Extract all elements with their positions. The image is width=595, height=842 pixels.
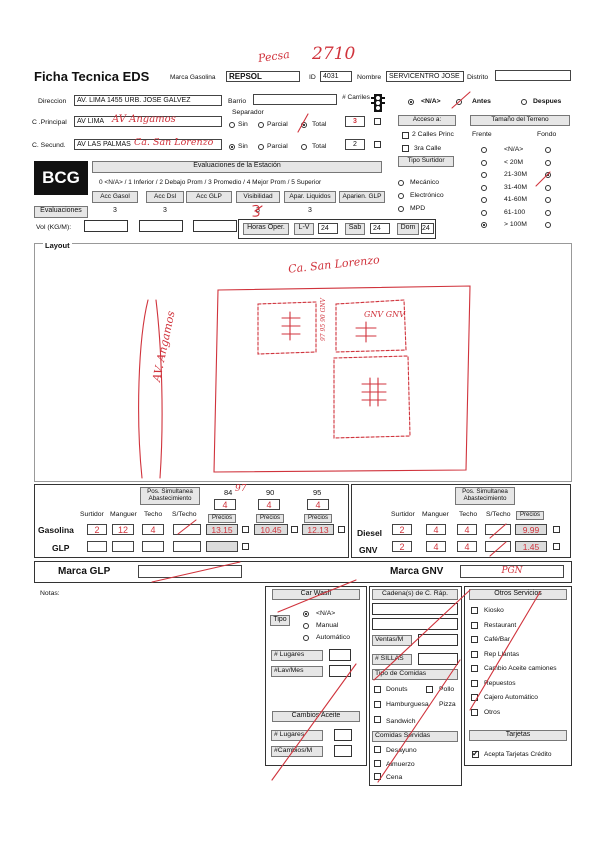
dsl-techo[interactable]: 4 (457, 524, 477, 535)
vol-label: Vol (KG/M): (36, 224, 72, 231)
almuerzo-label: Almuerzo (386, 761, 415, 768)
gas-techo[interactable]: 4 (142, 524, 164, 535)
id-field[interactable]: 4031 (320, 71, 352, 82)
glp-surtidor[interactable] (87, 541, 107, 552)
gnv-precio-checkbox[interactable] (553, 543, 560, 550)
carwash-header: Car Wash (272, 589, 360, 600)
gas-precios-95: Precios (304, 514, 332, 523)
acceso-header: Acceso a: (398, 115, 456, 126)
direccion-label: Direccion (38, 98, 67, 105)
gas-pos-header: Pos. Simultanea Abastecimiento (140, 487, 200, 505)
direccion-field[interactable]: AV. LIMA 1455 URB. JOSE GALVEZ (74, 95, 222, 106)
lv-label: L-V (294, 223, 314, 235)
frente-label: Frente (472, 131, 492, 138)
handwritten-street-left: AV. Angamos (150, 309, 178, 383)
sep2-sin-label: Sin (238, 143, 248, 150)
dsl-hdr-surtidor: Surtidor (391, 511, 415, 518)
dsl-surtidor[interactable]: 2 (392, 524, 412, 535)
glp-manguer[interactable] (112, 541, 134, 552)
fondo-label: Fondo (537, 131, 557, 138)
evaluaciones-scale: 0 <N/A> / 1 Inferior / 2 Debajo Prom / 3 Promedio / 4 Mejor Prom / 5 Superior (99, 179, 322, 186)
otros-checkbox-7[interactable] (471, 709, 478, 716)
fondo-radio-6[interactable] (545, 222, 551, 228)
layout-area (34, 243, 572, 482)
carwash-na-radio[interactable] (303, 611, 309, 617)
nombre-label: Nombre (357, 74, 382, 81)
dom-label: Dom (397, 223, 419, 235)
cambios-mes: #Cambios/M (271, 746, 323, 757)
carwash-tipo: Tipo (270, 615, 290, 626)
terreno-option-label: < 20M (504, 158, 524, 166)
glp-stecho[interactable] (173, 541, 201, 552)
tres-calle-checkbox[interactable] (402, 145, 409, 152)
handwritten-gnv: GNV GNV (364, 310, 405, 319)
frente-radio-0[interactable] (481, 147, 487, 153)
handwritten-code: 2710 (312, 44, 356, 64)
frente-radio-4[interactable] (481, 197, 487, 203)
distrito-field[interactable] (495, 70, 571, 81)
sab-field[interactable]: 24 (370, 223, 390, 234)
eval-value-cell[interactable]: 3 (256, 207, 260, 214)
sillas-field[interactable] (418, 653, 458, 665)
dsl-hdr-techo: Techo (459, 511, 478, 518)
notas-label: Notas: (40, 590, 60, 597)
sab-label: Sab (345, 223, 365, 235)
otros-item-label: Café/Bar (484, 636, 511, 643)
sep2-total-label: Total (312, 143, 327, 150)
carriles-2-checkbox[interactable] (374, 141, 381, 148)
gas-top-95[interactable]: 4 (307, 499, 329, 510)
marca-glp-label: Marca GLP (58, 566, 111, 577)
dsl-hdr-stecho: S/Techo (486, 511, 511, 518)
acceso-despues-radio[interactable] (521, 99, 527, 105)
cambios-mes-field[interactable] (334, 745, 352, 757)
sep1-parcial-label: Parcial (267, 121, 288, 128)
carwash-lavmes-field[interactable] (329, 665, 351, 677)
dos-calles-checkbox[interactable] (402, 132, 409, 139)
terreno-option-label: 21-30M (504, 171, 528, 178)
marca-gasolina-field[interactable]: REPSOL (226, 71, 300, 82)
carwash-manual-radio[interactable] (303, 623, 309, 629)
otros-checkbox-6[interactable] (471, 694, 478, 701)
tipo-surtidor-header: Tipo Surtidor (398, 156, 454, 167)
eval-header-cell: Visibilidad (236, 191, 280, 203)
otros-item-label: Rep Llantas (484, 650, 520, 658)
hamburguesa-label: Hamburguesa (386, 701, 429, 708)
gas-hdr-manguer: Manguer (110, 511, 137, 518)
sep1-parcial-radio[interactable] (258, 122, 264, 128)
otros-item-label: Restaurant (484, 621, 517, 629)
glp-precio-checkbox[interactable] (242, 543, 249, 550)
vol-field-2[interactable] (139, 220, 183, 232)
principal-field[interactable]: AV LIMA (74, 116, 222, 127)
terreno-option-label: <N/A> (504, 146, 524, 153)
mecanico-label: Mecánico (410, 179, 440, 186)
gas-precio-95-checkbox[interactable] (338, 526, 345, 533)
donuts-label: Donuts (386, 686, 408, 693)
fondo-radio-5[interactable] (545, 210, 551, 216)
marca-gnv-label: Marca GNV (390, 566, 444, 577)
gas-top-84[interactable]: 4 (214, 499, 236, 510)
gas-hdr-stecho: S/Techo (172, 511, 197, 518)
otros-checkbox-2[interactable] (471, 636, 478, 643)
distrito-label: Distrito (467, 74, 489, 81)
otros-item-label: Otros (484, 708, 501, 716)
nombre-field[interactable]: SERVICENTRO JOSE (386, 71, 464, 82)
sandwich-checkbox[interactable] (374, 716, 381, 723)
cambios-lugares-field[interactable] (334, 729, 352, 741)
cena-label: Cena (386, 774, 403, 781)
ventas-field[interactable] (418, 634, 458, 646)
otros-checkbox-0[interactable] (471, 607, 478, 614)
hamburguesa-checkbox[interactable] (374, 701, 381, 708)
gnv-surtidor[interactable]: 2 (392, 541, 412, 552)
sep2-parcial-label: Parcial (267, 143, 288, 150)
diesel-label: Diesel (357, 528, 383, 538)
gas-precios-90: Precios (256, 514, 284, 523)
gnv-precio[interactable]: 1.45 (515, 541, 547, 552)
otros-header: Otros Servicios (469, 589, 567, 600)
carwash-manual-label: Manual (316, 622, 339, 629)
dsl-stecho[interactable] (485, 524, 511, 535)
evaluaciones-title: Evaluaciones de la Estación (92, 161, 382, 173)
carwash-na-label: <N/A> (316, 610, 336, 617)
cadena-field[interactable] (372, 603, 458, 615)
marca-gnv-field[interactable]: PGN (460, 565, 564, 578)
sillas-label: # SILLAS (372, 654, 412, 665)
carriles-1-field[interactable]: 3 (345, 116, 365, 127)
otros-checkbox-5[interactable] (471, 680, 478, 687)
vol-field[interactable] (84, 220, 128, 232)
acceso-antes-label: Antes (472, 98, 491, 105)
frente-radio-5[interactable] (481, 210, 487, 216)
separador-label: Separador (232, 109, 264, 116)
handwritten-secund: Ca. San Lorenzo (134, 137, 214, 148)
sep1-total-label: Total (312, 121, 327, 128)
terreno-option-label: 41-60M (504, 196, 528, 203)
eval-value-cell[interactable]: 3 (163, 207, 167, 214)
eval-value-cell[interactable]: 3 (113, 207, 117, 214)
dsl-manguer[interactable]: 4 (426, 524, 446, 535)
sep1-total-radio[interactable] (301, 122, 307, 128)
gas-precio-84[interactable]: 13.15 (206, 524, 238, 535)
sep1-sin-radio[interactable] (229, 122, 235, 128)
frente-radio-3[interactable] (481, 185, 487, 191)
electronico-label: Electrónico (410, 192, 444, 199)
otros-checkbox-4[interactable] (471, 665, 478, 672)
secund-field[interactable]: AV LAS PALMAS (74, 139, 222, 150)
evaluaciones-row-label: Evaluaciones (34, 206, 88, 218)
eval-header-cell: Acc Dsl (146, 191, 184, 203)
fondo-radio-1[interactable] (545, 160, 551, 166)
otros-item-label: Repuestos (484, 679, 516, 687)
barrio-field[interactable] (253, 94, 337, 105)
principal-label: C .Principal (32, 119, 67, 126)
lv-field[interactable]: 24 (318, 223, 338, 234)
handwritten-street-top: Ca. San Lorenzo (287, 253, 381, 276)
terreno-option-label: 31-40M (504, 183, 528, 191)
acceso-despues-label: Despues (533, 98, 562, 105)
acceso-na-radio[interactable] (408, 99, 414, 105)
sep1-sin-label: Sin (238, 121, 248, 128)
gas-top-90[interactable]: 4 (258, 499, 280, 510)
gnv-label: GNV (359, 545, 378, 555)
servidas-header: Comidas Servidas (372, 731, 458, 742)
donuts-checkbox[interactable] (374, 686, 381, 693)
gnv-manguer[interactable]: 4 (426, 541, 446, 552)
carwash-lavmes: #Lav/Mes (271, 666, 323, 677)
ventas-label: Ventas/M (372, 635, 412, 646)
otros-checkbox-1[interactable] (471, 622, 478, 629)
otros-item-label: Cambio Aceite camiones (484, 665, 557, 672)
sep2-total-radio[interactable] (301, 144, 307, 150)
frente-radio-6[interactable] (481, 222, 487, 228)
bcg-logo: BCG (34, 161, 88, 195)
gas-precios-84: Precios (208, 514, 236, 523)
fondo-radio-3[interactable] (545, 185, 551, 191)
eval-header-cell: Acc GLP (186, 191, 232, 203)
otros-item-label: Cajero Automático (484, 694, 538, 701)
fondo-radio-0[interactable] (545, 147, 551, 153)
carwash-lugares: # Lugares (271, 650, 323, 661)
tarjetas-label: Acepta Tarjetas Crédito (484, 751, 552, 758)
acceso-antes-radio[interactable] (456, 99, 462, 105)
marca-gasolina-label: Marca Gasolina (170, 74, 216, 81)
carriles-1-checkbox[interactable] (374, 118, 381, 125)
page-title: Ficha Tecnica EDS (34, 69, 150, 84)
desayuno-label: Desayuno (386, 747, 417, 754)
eval-value-cell[interactable]: 3 (308, 207, 312, 214)
carwash-auto-label: Automático (316, 634, 351, 641)
layout-label: Layout (45, 241, 70, 250)
gnv-techo[interactable]: 4 (457, 541, 477, 552)
gas-manguer[interactable]: 12 (112, 524, 134, 535)
dsl-precio[interactable]: 9.99 (515, 524, 547, 535)
gas-precio-90[interactable]: 10.45 (254, 524, 288, 535)
glp-techo[interactable] (142, 541, 164, 552)
barrio-label: Barrio (228, 98, 247, 105)
id-label: ID (309, 74, 316, 81)
terreno-option-label: > 100M (504, 221, 527, 228)
pollo-label: Pollo (439, 686, 455, 693)
carriles-label: # Carriles (342, 94, 370, 101)
fondo-radio-4[interactable] (545, 197, 551, 203)
gas-precio-84-checkbox[interactable] (242, 526, 249, 533)
gasolina-label: Gasolina (38, 525, 74, 535)
sep2-parcial-radio[interactable] (258, 144, 264, 150)
cadena-header: Cadena(s) de C. Ráp. (372, 589, 458, 600)
handwritten-principal: AV Angamos (112, 114, 176, 125)
terreno-header: Tamaño del Terreno (470, 115, 570, 126)
otros-checkbox-3[interactable] (471, 651, 478, 658)
fondo-radio-2[interactable] (545, 172, 551, 178)
carriles-2-field[interactable]: 2 (345, 139, 365, 150)
handwritten-97: 97 (235, 484, 247, 494)
desayuno-checkbox[interactable] (374, 746, 381, 753)
dsl-hdr-precios: Precios (516, 511, 544, 520)
pollo-checkbox[interactable] (426, 686, 433, 693)
dom-field[interactable]: 24 (421, 223, 434, 234)
eval-header-cell: Apar. Liquidos (284, 191, 336, 203)
glp-precio[interactable] (206, 541, 238, 552)
glp-label: GLP (52, 543, 70, 553)
secund-label: C. Secund. (32, 142, 66, 149)
sandwich-label: Sandwich (386, 718, 416, 725)
horas-oper-label: Horas Oper. (243, 223, 289, 235)
dsl-hdr-manguer: Manguer (422, 511, 449, 518)
gas-precio-95[interactable]: 12.13 (302, 524, 334, 535)
tarjetas-header: Tarjetas (469, 730, 567, 741)
pizza-label: Pizza (439, 701, 456, 708)
gas-col-95: 95 (313, 488, 322, 497)
almuerzo-checkbox[interactable] (374, 760, 381, 767)
cambios-header: Cambios Aceite (272, 711, 360, 722)
vol-field-3[interactable] (193, 220, 237, 232)
gnv-stecho[interactable] (485, 541, 511, 552)
mpd-radio[interactable] (398, 206, 404, 212)
dsl-pos-header: Pos. Simultanea Abastecimiento (455, 487, 515, 505)
dos-calles-label: 2 Calles Princ (412, 131, 454, 138)
handwritten-pecsa: Pecsa (257, 47, 291, 66)
mecanico-radio[interactable] (398, 180, 404, 186)
gas-precio-90-checkbox[interactable] (291, 526, 298, 533)
tres-calle-label: 3ra Calle (414, 145, 442, 152)
sep2-sin-radio[interactable] (229, 144, 235, 150)
otros-item-label: Kiosko (484, 607, 504, 614)
tipo-comidas-header: Tipo de Comidas (372, 669, 458, 680)
carwash-lugares-field[interactable] (329, 649, 351, 661)
terreno-option-label: 61-100 (504, 208, 526, 216)
mpd-label: MPD (410, 205, 426, 212)
carwash-auto-radio[interactable] (303, 635, 309, 641)
eval-header-cell: Acc Gasol (92, 191, 138, 203)
frente-radio-1[interactable] (481, 160, 487, 166)
dsl-precio-checkbox[interactable] (553, 526, 560, 533)
handwritten-codes: 97 95 90 GNV (320, 297, 328, 342)
gas-hdr-techo: Techo (144, 511, 163, 518)
tarjetas-check-icon: ✓ (472, 749, 479, 758)
eval-header-cell: Aparien. GLP (339, 191, 385, 203)
cadena-field-2[interactable] (372, 618, 458, 630)
electronico-radio[interactable] (398, 193, 404, 199)
cambios-lugares: # Lugares (271, 730, 323, 741)
traffic-light-icon (371, 94, 385, 114)
frente-radio-2[interactable] (481, 172, 487, 178)
acceso-na-label: <N/A> (421, 98, 441, 105)
gas-hdr-surtidor: Surtidor (80, 511, 104, 518)
gas-col-90: 90 (266, 488, 275, 497)
cena-checkbox[interactable] (374, 773, 381, 780)
gas-stecho[interactable] (173, 524, 201, 535)
gas-surtidor[interactable]: 2 (87, 524, 107, 535)
gas-col-84: 84 (224, 488, 233, 497)
marca-glp-field[interactable] (138, 565, 242, 578)
